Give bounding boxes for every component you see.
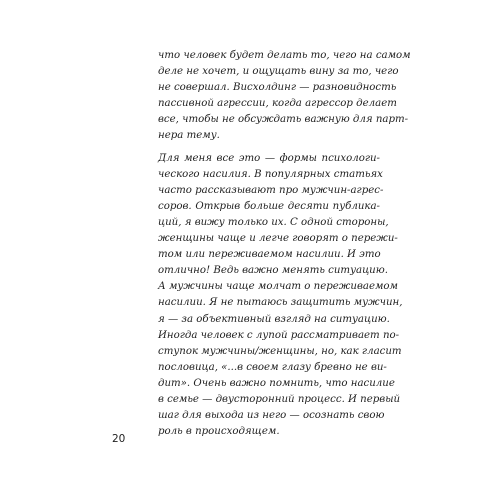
text-line: соров. Открыв больше десяти публика-	[158, 200, 380, 212]
text-line: дит». Очень важно помнить, что насилие	[158, 377, 395, 389]
text-line: ческого насилия. В популярных статьях	[158, 168, 383, 180]
text-line: ций, я вижу только их. С одной стороны,	[158, 216, 389, 228]
text-line: роль в происходящем.	[158, 426, 280, 438]
text-line: в семье — двусторонний процесс. И первый	[158, 393, 401, 405]
text-line: часто рассказывают про мужчин-агрес-	[158, 184, 384, 196]
text-line: Иногда человек с лупой рассматривает по-	[158, 329, 400, 341]
text-line: ступок мужчины/женщины, но, как гласит	[158, 345, 402, 357]
text-line: пассивной агрессии, когда агрессор делает	[158, 98, 397, 110]
text-line: насилии. Я не пытаюсь защитить мужчин,	[158, 297, 403, 309]
text-line: шаг для выхода из него — осознать свою	[158, 410, 385, 422]
page-number: 20	[112, 433, 126, 445]
paragraph-2	[158, 151, 403, 441]
body-text	[158, 48, 411, 440]
text-line: я — за объективный взгляд на ситуацию.	[158, 313, 390, 325]
text-line: пословица, «...в своем глазу бревно не ви-	[158, 361, 387, 373]
text-line: Для меня все это — формы психологи-	[158, 152, 380, 164]
text-line: женщины чаще и легче говорят о пережи-	[158, 233, 398, 245]
text-line: отлично! Ведь важно менять ситуацию.	[158, 265, 388, 277]
text-line: том или переживаемом насилии. И это	[158, 249, 381, 261]
paragraph-1	[158, 48, 411, 145]
text-line: нера тему.	[158, 130, 220, 142]
text-line: все, чтобы не обсуждать важную для парт-	[158, 114, 409, 126]
text-line: А мужчины чаще молчат о переживаемом	[158, 281, 398, 293]
text-line: деле не хочет, и ощущать вину за то, чего	[158, 66, 399, 78]
text-line: не совершал. Висхолдинг — разновидность	[158, 82, 397, 94]
text-line: что человек будет делать то, чего на самом	[158, 50, 411, 61]
